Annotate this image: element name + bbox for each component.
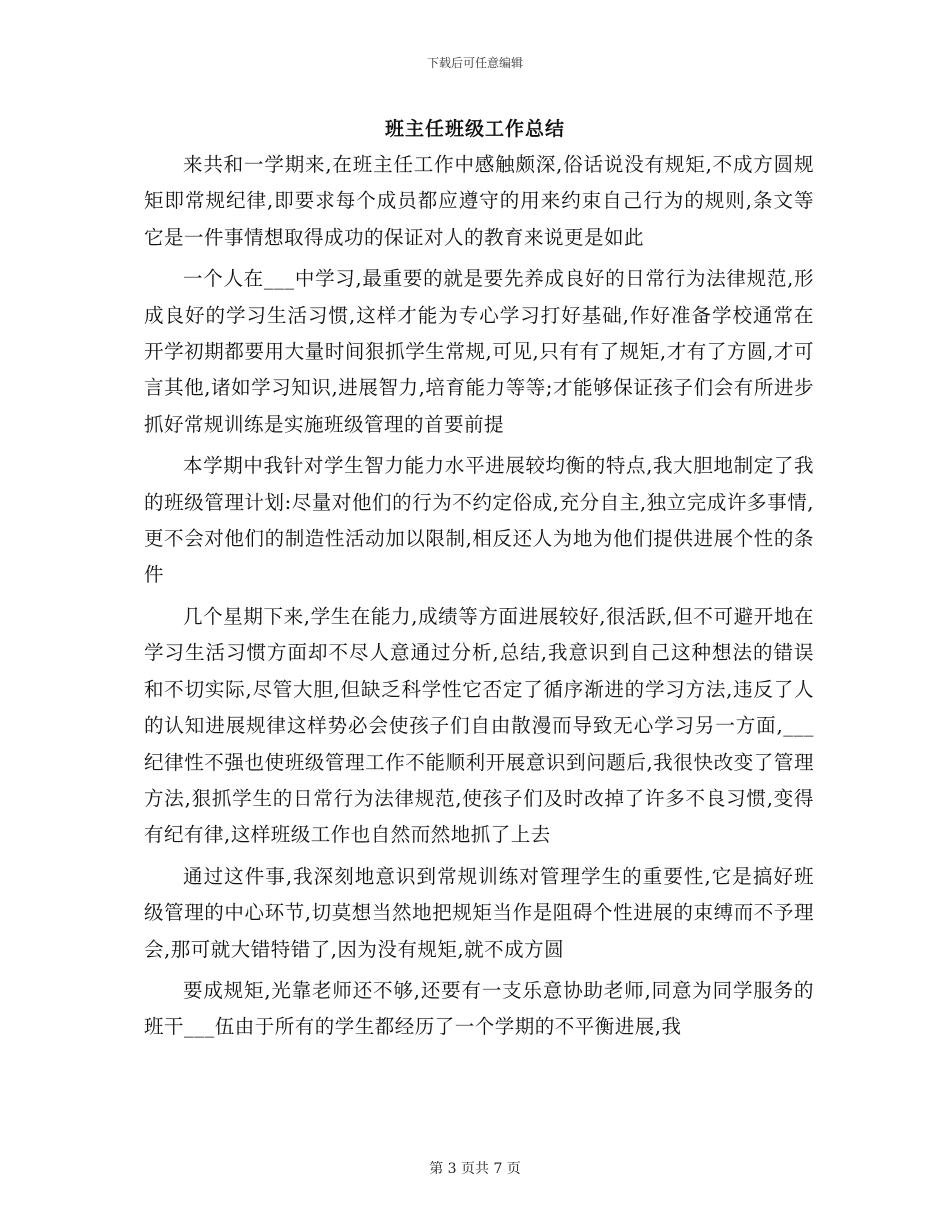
document-body xyxy=(144,147,814,1046)
header-note: 下载后可任意编辑 xyxy=(426,56,523,70)
paragraph: 本学期中我针对学生智力能力水平进展较均衡的特点,我大胆地制定了我的班级管理计划:尽量对他们的行为不约定俗成,充分自主,独立完成许多事情,更不会对他们的制造性活动加以限制,相反还人为地为他们提供进展个性的条件 xyxy=(144,454,814,587)
document-title: 班主任班级工作总结 xyxy=(384,118,565,140)
paragraph: 要成规矩,光靠老师还不够,还要有一支乐意协助老师,同意为同学服务的班干___伍由于所有的学生都经历了一个学期的不平衡进展,我 xyxy=(144,978,814,1039)
paragraph: 通过这件事,我深刻地意识到常规训练对管理学生的重要性,它是搞好班级管理的中心环节,切莫想当然地把规矩当作是阻碍个性进展的束缚而不予理会,那可就大错特错了,因为没有规矩,就不成方圆 xyxy=(144,864,814,961)
page-number-footer: 第 3 页共 7 页 xyxy=(429,1161,521,1177)
paragraph: 来共和一学期来,在班主任工作中感触颇深,俗话说没有规矩,不成方圆规矩即常规纪律,即要求每个成员都应遵守的用来约束自己行为的规则,条文等它是一件事情想取得成功的保证对人的教育来说更是如此 xyxy=(144,153,814,249)
paragraph: 一个人在___中学习,最重要的就是要先养成良好的日常行为法律规范,形成良好的学习生活习惯,这样才能为专心学习打好基础,作好准备学校通常在开学初期都要用大量时间狠抓学生常规,可见,只有有了规矩,才有了方圆,才可言其他,诸如学习知识,进展智力,培育能力等等;才能够保证孩子们会有所进步抓好常规训练是实施班级管理的首要前提 xyxy=(144,267,814,436)
paragraph: 几个星期下来,学生在能力,成绩等方面进展较好,很活跃,但不可避开地在学习生活习惯方面却不尽人意通过分析,总结,我意识到自己这种想法的错误和不切实际,尽管大胆,但缺乏科学性它否定了循序渐进的学习方法,违反了人的认知进展规律这样势必会使孩子们自由散漫而导致无心学习另一方面,___纪律性不强也使班级管理工作不能顺利开展意识到问题后,我很快改变了管理方法,狠抓学生的日常行为法律规范,使孩子们及时改掉了许多不良习惯,变得有纪有律,这样班级工作也自然而然地抓了上去 xyxy=(144,604,814,847)
